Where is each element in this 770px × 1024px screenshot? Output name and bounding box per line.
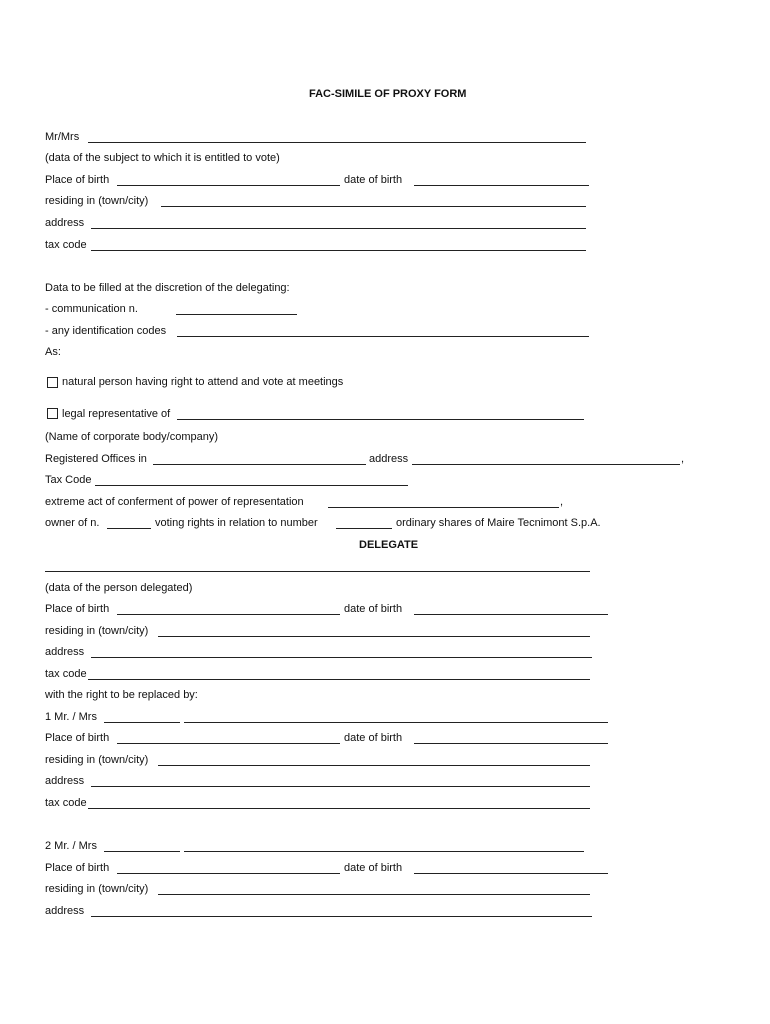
delegate-heading: DELEGATE (359, 539, 419, 551)
substitute2-title-field[interactable] (104, 851, 180, 852)
place-of-birth-field[interactable] (117, 185, 340, 186)
substitute2-date-of-birth-field[interactable] (414, 873, 608, 874)
delegate-residing-label: residing in (town/city) (45, 625, 149, 637)
voting-rights-label: voting rights in relation to number (155, 517, 318, 529)
natural-person-checkbox[interactable] (47, 377, 58, 388)
corporate-address-comma: , (681, 453, 685, 465)
extreme-act-label: extreme act of conferment of power of representation (45, 496, 304, 508)
discretion-intro: Data to be filled at the discretion of the delegating: (45, 282, 290, 294)
substitute1-address-label: address (45, 775, 85, 787)
substitute2-place-of-birth-label: Place of birth (45, 862, 110, 874)
substitute2-date-of-birth-label: date of birth (344, 862, 403, 874)
date-of-birth-field[interactable] (414, 185, 589, 186)
substitute1-tax-code-field[interactable] (88, 808, 590, 809)
substitute1-residing-label: residing in (town/city) (45, 754, 149, 766)
substitute1-tax-code-label: tax code (45, 797, 87, 809)
mr-mrs-field[interactable] (88, 142, 586, 143)
tax-code-label: tax code (45, 239, 87, 251)
substitute2-place-of-birth-field[interactable] (117, 873, 340, 874)
corporate-address-label: address (369, 453, 409, 465)
legal-rep-field[interactable] (177, 419, 584, 420)
owner-of-field[interactable] (107, 528, 151, 529)
replaced-by-label: with the right to be replaced by: (45, 689, 198, 701)
delegate-address-label: address (45, 646, 85, 658)
substitute2-mr-mrs-label: 2 Mr. / Mrs (45, 840, 97, 852)
substitute1-address-field[interactable] (91, 786, 590, 787)
place-of-birth-label: Place of birth (45, 174, 110, 186)
communication-label: - communication n. (45, 303, 138, 315)
delegate-tax-code-label: tax code (45, 668, 87, 680)
corporate-tax-code-field[interactable] (95, 485, 408, 486)
corporate-address-field[interactable] (412, 464, 680, 465)
substitute1-mr-mrs-label: 1 Mr. / Mrs (45, 711, 97, 723)
registered-offices-label: Registered Offices in (45, 453, 147, 465)
delegate-residing-field[interactable] (158, 636, 590, 637)
form-title: FAC-SIMILE OF PROXY FORM (309, 88, 467, 100)
substitute2-address-field[interactable] (91, 916, 592, 917)
substitute1-title-field[interactable] (104, 722, 180, 723)
delegate-tax-code-field[interactable] (88, 679, 590, 680)
delegate-place-of-birth-field[interactable] (117, 614, 340, 615)
address-field[interactable] (91, 228, 586, 229)
delegate-note: (data of the person delegated) (45, 582, 193, 594)
mr-mrs-label: Mr/Mrs (45, 131, 80, 143)
identification-field[interactable] (177, 336, 589, 337)
substitute1-date-of-birth-field[interactable] (414, 743, 608, 744)
communication-field[interactable] (176, 314, 297, 315)
delegate-address-field[interactable] (91, 657, 592, 658)
corporate-name-note: (Name of corporate body/company) (45, 431, 219, 443)
legal-rep-label: legal representative of (62, 408, 171, 420)
owner-of-label: owner of n. (45, 517, 100, 529)
extreme-act-field[interactable] (328, 507, 559, 508)
substitute2-name-field[interactable] (184, 851, 584, 852)
ordinary-shares-label: ordinary shares of Maire Tecnimont S.p.A. (396, 517, 601, 529)
delegate-place-of-birth-label: Place of birth (45, 603, 110, 615)
tax-code-field[interactable] (91, 250, 586, 251)
substitute1-residing-field[interactable] (158, 765, 590, 766)
date-of-birth-label: date of birth (344, 174, 403, 186)
corporate-tax-code-label: Tax Code (45, 474, 92, 486)
extreme-act-comma: , (560, 496, 564, 508)
natural-person-label: natural person having right to attend and vote at meetings (62, 376, 344, 388)
address-label: address (45, 217, 85, 229)
substitute2-address-label: address (45, 905, 85, 917)
substitute1-place-of-birth-label: Place of birth (45, 732, 110, 744)
substitute1-date-of-birth-label: date of birth (344, 732, 403, 744)
substitute2-residing-label: residing in (town/city) (45, 883, 149, 895)
legal-rep-checkbox[interactable] (47, 408, 58, 419)
substitute1-name-field[interactable] (184, 722, 608, 723)
residing-label: residing in (town/city) (45, 195, 149, 207)
number-shares-field[interactable] (336, 528, 392, 529)
substitute2-residing-field[interactable] (158, 894, 590, 895)
as-label: As: (45, 346, 61, 358)
registered-offices-field[interactable] (153, 464, 366, 465)
identification-label: - any identification codes (45, 325, 167, 337)
residing-field[interactable] (161, 206, 586, 207)
delegate-date-of-birth-field[interactable] (414, 614, 608, 615)
delegate-date-of-birth-label: date of birth (344, 603, 403, 615)
subject-note: (data of the subject to which it is entitled to vote) (45, 152, 280, 164)
substitute1-place-of-birth-field[interactable] (117, 743, 340, 744)
delegate-name-field[interactable] (45, 571, 590, 572)
